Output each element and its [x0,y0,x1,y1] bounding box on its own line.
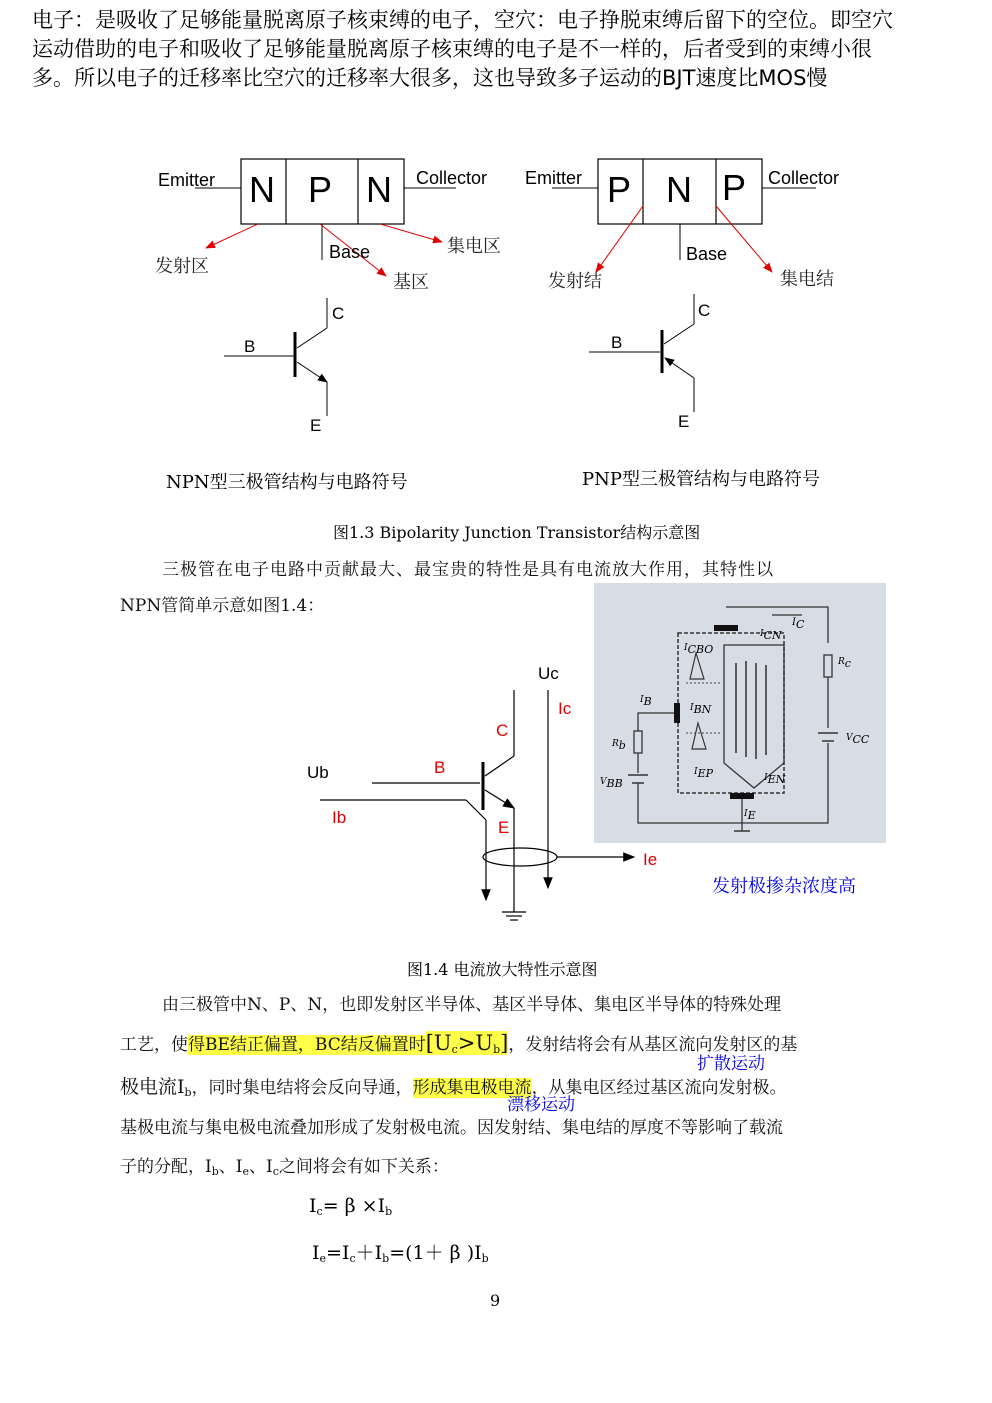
pnp-region-3: P [722,167,747,208]
pnp-region-2: N [666,169,692,210]
photo-ien-label: $I_{EN}$ [764,773,786,786]
e-label: E [498,818,510,837]
pnp-collector-label: Collector [768,168,840,188]
paragraph-2-line-3: 极电流$I_b$，同时集电结将会反向导通，形成集电极电流，从集电区经过基区流向发射极。 [120,1076,787,1099]
photo-icn-label: $I_{CN}$ [760,629,782,642]
page-number: 9 [490,1291,501,1310]
npn-region-2: P [308,169,333,210]
npn-base-region-label: 基区 [393,272,429,293]
npn-caption: NPN型三极管结构与电路符号 [166,472,408,493]
npn-symbol-e: E [310,416,322,435]
npn-symbol-c: C [332,304,345,323]
emitter-doping-note: 发射极掺杂浓度高 [712,876,856,896]
pnp-emitter-label: Emitter [525,168,583,188]
highlight-collector-current: 形成集电极电流 [412,1078,532,1098]
paragraph-2-line-2: 工艺，使得BE结正偏置，BC结反偏置时$[U_c>U_b]$，发射结将会有从基区流向发射区的基 [120,1031,798,1056]
npn-region-3: N [366,169,392,210]
formula-1: $I_c= \beta \times I_b$ [309,1195,393,1218]
figure-1-3-caption: 图1.3 Bipolarity Junction Transistor结构示意图 [333,523,701,542]
npn-emitter-region-label: 发射区 [155,256,209,277]
pnp-emitter-junction-label: 发射结 [548,271,602,292]
paragraph-1-line-1: 三极管在电子电路中贡献最大、最宝贵的特性是具有电流放大作用，其特性以 [162,560,774,580]
photo-ibn-label: $I_{BN}$ [690,703,712,716]
paragraph-2-line-5: 子的分配，$I_b$、$I_e$、$I_c$之间将会有如下关系： [120,1157,449,1178]
photo-rc-label: $R_c$ [838,657,851,670]
pnp-symbol-c: C [698,301,711,320]
diffusion-note: 扩散运动 [697,1054,765,1073]
paragraph-1-line-2: NPN管简单示意如图1.4： [120,596,325,616]
note-line-1: 电子：是吸收了足够能量脱离原子核束缚的电子，空穴：电子挣脱束缚后留下的空位。即空穴 [32,8,893,32]
highlight-bias: 得BE结正偏置，BC结反偏置时 [188,1035,426,1055]
pnp-symbol-b: B [611,333,623,352]
note-line-2: 运动借助的电子和吸收了足够能量脱离原子核束缚的电子是不一样的，后者受到的束缚小很 [32,37,872,61]
pnp-region-1: P [607,169,632,210]
uc-label: Uc [538,664,559,683]
photo-ib-label: $I_B$ [640,695,652,708]
figure-1-4-caption: 图1.4 电流放大特性示意图 [407,960,598,979]
bjt-structure-diagram [0,140,992,460]
npn-collector-region-label: 集电区 [447,236,501,257]
npn-emitter-label: Emitter [158,170,216,190]
pnp-symbol-e: E [678,412,690,431]
drift-note: 漂移运动 [507,1095,575,1114]
photo-ie-label: $I_E$ [744,809,756,822]
b-label: B [434,758,446,777]
photo-vbb-label: $V_{BB}$ [600,777,623,790]
photo-icbo-label: $I_{CBO}$ [684,643,714,656]
paragraph-2-line-1: 由三极管中N、P、N，也即发射区半导体、基区半导体、集电区半导体的特殊处理 [162,995,782,1015]
ib-label: Ib [332,808,347,827]
note-line-3: 多。所以电子的迁移率比空穴的迁移率大很多，这也导致多子运动的BJT速度比MOS慢 [32,66,828,90]
paragraph-2-line-4: 基极电流与集电极电流叠加形成了发射极电流。因发射结、集电结的厚度不等影响了载流 [120,1118,783,1138]
pnp-base-label: Base [686,244,728,264]
c-label: C [496,721,509,740]
photo-iep-label: $I_{EP}$ [694,767,713,780]
npn-symbol-b: B [244,337,256,356]
pnp-caption: PNP型三极管结构与电路符号 [582,469,820,490]
ub-label: Ub [307,763,329,782]
photo-rb-label: $R_b$ [612,739,626,752]
pnp-collector-junction-label: 集电结 [780,269,834,290]
formula-2: $I_e=I_c+I_b=(1+ \beta$ )$I_b$ [312,1242,489,1265]
photo-vcc-label: $V_{CC}$ [846,733,870,746]
ic-label: Ic [558,699,572,718]
npn-base-label: Base [329,242,371,262]
ie-label: Ie [643,850,658,869]
photo-ic-label: $I_C$ [792,617,805,631]
npn-collector-label: Collector [416,168,488,188]
npn-region-1: N [249,169,275,210]
textbook-photo [594,583,886,843]
